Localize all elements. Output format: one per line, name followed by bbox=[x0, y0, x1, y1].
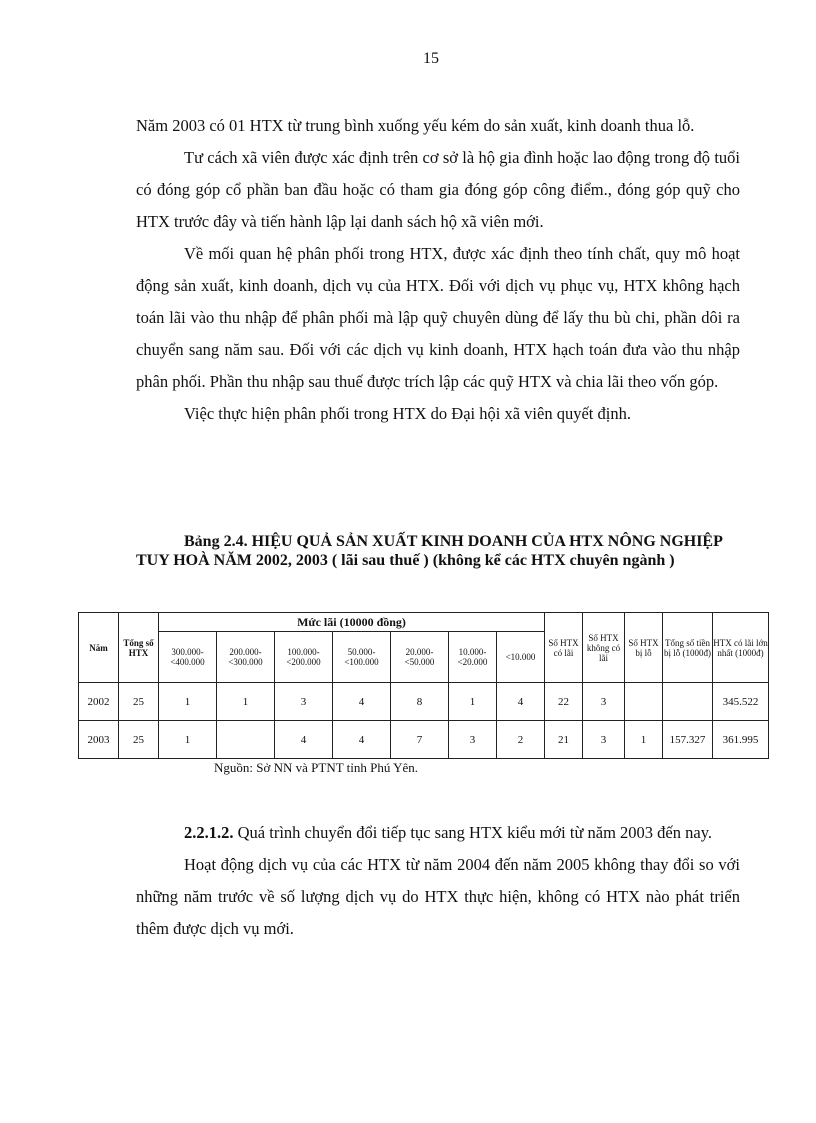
cell-range: 4 bbox=[275, 721, 333, 759]
cell-range: 7 bbox=[391, 721, 449, 759]
cell-range: 2 bbox=[497, 721, 545, 759]
table-caption: Bảng 2.4. HIỆU QUẢ SẢN XUẤT KINH DOANH CỦA HTX NÔNG NGHIỆP TUY HOÀ NĂM 2002, 2003 ( lãi sau thuế ) (không kể các HTX chuyên ngành ) bbox=[136, 533, 722, 569]
cell-range: 1 bbox=[159, 683, 217, 721]
cell-range: 3 bbox=[275, 683, 333, 721]
header-range: 10.000-<20.000 bbox=[449, 632, 497, 683]
cell-lai-max: 361.995 bbox=[713, 721, 769, 759]
cell-range: 1 bbox=[449, 683, 497, 721]
paragraph: Hoạt động dịch vụ của các HTX từ năm 2004 đến năm 2005 không thay đổi so với những năm trước về số lượng dịch vụ do HTX thực hiện, không có HTX nào phát triển thêm được dịch vụ mới. bbox=[136, 855, 740, 938]
paragraph: Về mối quan hệ phân phối trong HTX, được xác định theo tính chất, quy mô hoạt động sản xuất, kinh doanh, dịch vụ của HTX. Đối với dịch vụ phục vụ, HTX không hạch toán lãi vào thu nhập để phân phối mà lập quỹ chuyên dùng để lấy thu bù chi, phần dôi ra chuyển sang năm sau. Đối với các dịch vụ kinh doanh, HTX hạch toán đưa vào thu nhập phân phối. Phần thu nhập sau thuế được trích lập các quỹ HTX và chia lãi theo vốn góp. bbox=[136, 244, 740, 391]
cell-nam: 2002 bbox=[79, 683, 119, 721]
header-muc-lai: Mức lãi (10000 đồng) bbox=[159, 613, 545, 632]
body-text-bottom bbox=[136, 817, 740, 945]
paragraph: Năm 2003 có 01 HTX từ trung bình xuống yếu kém do sản xuất, kinh doanh thua lỗ. bbox=[136, 116, 695, 135]
cell-range: 1 bbox=[217, 683, 275, 721]
cell-khong-lai: 3 bbox=[583, 721, 625, 759]
header-tong-tien-lo: Tổng số tiền bị lỗ (1000đ) bbox=[663, 613, 713, 683]
paragraph: Tư cách xã viên được xác định trên cơ sở là hộ gia đình hoặc lao động trong độ tuổi có đóng góp cổ phần ban đầu hoặc có tham gia đóng góp công điểm., đóng góp quỹ cho HTX trước đây và tiến hành lập lại danh sách hộ xã viên mới. bbox=[136, 148, 740, 231]
header-lai-lon-nhat: HTX có lãi lớn nhất (1000đ) bbox=[713, 613, 769, 683]
cell-bi-lo: 1 bbox=[625, 721, 663, 759]
table-row bbox=[79, 683, 769, 721]
cell-tong: 25 bbox=[119, 683, 159, 721]
header-range: 300.000-<400.000 bbox=[159, 632, 217, 683]
header-range: 200.000-<300.000 bbox=[217, 632, 275, 683]
source-note: Nguồn: Sở NN và PTNT tỉnh Phú Yên. bbox=[214, 760, 419, 775]
cell-co-lai: 21 bbox=[545, 721, 583, 759]
section-heading bbox=[136, 817, 740, 849]
cell-range: 3 bbox=[449, 721, 497, 759]
header-range: <10.000 bbox=[497, 632, 545, 683]
page-number: 15 bbox=[423, 50, 439, 67]
cell-co-lai: 22 bbox=[545, 683, 583, 721]
header-tong-htx: Tổng số HTX bbox=[119, 613, 159, 683]
header-htx-khong-lai: Số HTX không có lãi bbox=[583, 613, 625, 683]
cell-range: 4 bbox=[333, 721, 391, 759]
header-htx-co-lai: Số HTX có lãi bbox=[545, 613, 583, 683]
cell-range: 1 bbox=[159, 721, 217, 759]
cell-range: 8 bbox=[391, 683, 449, 721]
cell-lai-max: 345.522 bbox=[713, 683, 769, 721]
header-range: 50.000-<100.000 bbox=[333, 632, 391, 683]
cell-tien-lo bbox=[663, 683, 713, 721]
profit-table bbox=[78, 612, 769, 759]
cell-khong-lai: 3 bbox=[583, 683, 625, 721]
body-text-top bbox=[136, 110, 740, 430]
header-nam: Năm bbox=[79, 613, 119, 683]
cell-nam: 2003 bbox=[79, 721, 119, 759]
cell-tong: 25 bbox=[119, 721, 159, 759]
cell-range: 4 bbox=[333, 683, 391, 721]
table-row bbox=[79, 721, 769, 759]
cell-tien-lo: 157.327 bbox=[663, 721, 713, 759]
paragraph: Việc thực hiện phân phối trong HTX do Đại hội xã viên quyết định. bbox=[184, 404, 631, 423]
cell-bi-lo bbox=[625, 683, 663, 721]
header-range: 20.000-<50.000 bbox=[391, 632, 449, 683]
cell-range bbox=[217, 721, 275, 759]
cell-range: 4 bbox=[497, 683, 545, 721]
header-htx-bi-lo: Số HTX bị lỗ bbox=[625, 613, 663, 683]
section-number: 2.2.1.2. bbox=[184, 823, 234, 842]
section-title: Quá trình chuyển đổi tiếp tục sang HTX kiểu mới từ năm 2003 đến nay. bbox=[237, 823, 712, 842]
header-range: 100.000-<200.000 bbox=[275, 632, 333, 683]
